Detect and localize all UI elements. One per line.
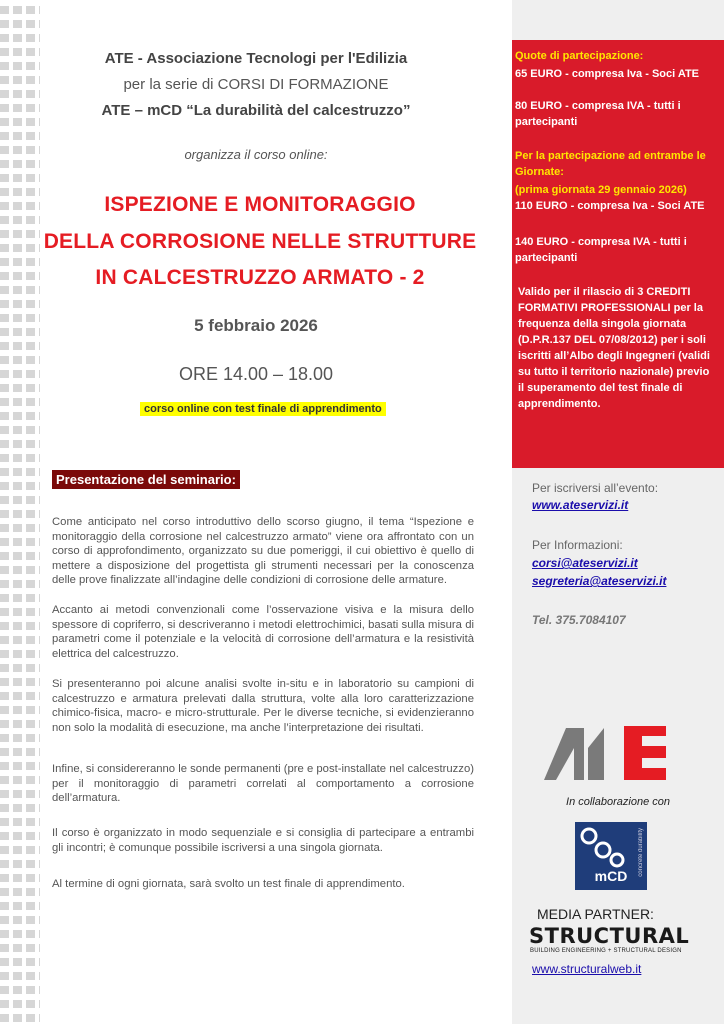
ate-logo [544, 726, 670, 782]
mcd-logo [575, 822, 647, 890]
course-time: ORE 14.00 – 18.00 [178, 364, 334, 384]
register-label: Per iscriversi all’evento: [532, 481, 659, 495]
fee-members: 65 EURO - compresa Iva - Soci ATE [515, 68, 700, 80]
email-segreteria-link[interactable]: segreteria@ateservizi.it [532, 574, 667, 588]
paragraph-final-test: Al termine di ogni giornata, sarà svolto un test finale di apprendimento. [52, 878, 405, 890]
course-title-line-2: DELLA CORROSIONE NELLE STRUTTURE [43, 230, 477, 253]
collaboration-label: In collaborazione con [566, 796, 670, 808]
course-date: 5 febbraio 2026 [194, 316, 318, 335]
fee-both-members: 110 EURO - compresa Iva - Soci ATE [515, 200, 705, 212]
structural-web-link[interactable]: www.structuralweb.it [532, 962, 642, 976]
ate-logo-e-gap-bottom [642, 758, 666, 768]
mcd-circles-icon [579, 826, 629, 870]
organizes-line: organizza il corso online: [184, 147, 328, 162]
paragraph-methods: Accanto ai metodi convenzionali come l’osservazione visiva e la misura dello spessore di copriferro, si descriveranno i metodi elettrochimici, basati sulla misura di parametri come il potenziale e la velocità di corrosione dell’armatura e la resistività elettrica del calcestruzzo. [52, 604, 474, 660]
paragraph-analyses: Si presenteranno poi alcune analisi svolte in-situ e in laboratorio su campioni di calcestruzzo e armatura prelevati dalla struttura, volte alla loro caratterizzazione chimico-fisica, macro- e micro-strutturale. Per le diverse tecniche, si evidenzieranno non solo la modalità di esecuzione, ma anche l’interpretazione dei risultati. [52, 678, 474, 734]
ate-logo-a-shape [544, 728, 584, 780]
both-days-heading: Per la partecipazione ad entrambe le Giornate: [515, 150, 706, 178]
mcd-label: mCD [594, 868, 628, 884]
register-link[interactable]: www.ateservizi.it [532, 498, 629, 512]
fees-heading: Quote di partecipazione: [515, 50, 644, 62]
paragraph-sequence: Il corso è organizzato in modo sequenziale e si consiglia di partecipare a entrambi gli incontri; è comunque possibile iscriversi a una singola giornata. [52, 827, 474, 854]
paragraph-probes: Infine, si considereranno le sonde permanenti (pre e post-installate nel calcestruzzo) per il monitoraggio di parametri correlati al comportamento a corrosione dell’armatura. [52, 763, 474, 805]
email-corsi-link[interactable]: corsi@ateservizi.it [532, 556, 638, 570]
first-day-note: (prima giornata 29 gennaio 2026) [515, 184, 687, 196]
credits-note: Valido per il rilascio di 3 CREDITI FORMATIVI PROFESSIONALI per la frequenza della singola giornata (D.P.R.137 DEL 07/08/2012) per i soli iscritti all’Albo degli Ingegneri (validi su tutto il territorio nazionale) previo il superamento del test finale di apprendimento. [518, 286, 710, 410]
ate-logo-e-gap-top [642, 736, 666, 746]
fees-box [512, 40, 724, 468]
course-title-line-3: IN CALCESTRUZZO ARMATO - 2 [95, 266, 425, 289]
structural-brand: STRUCTURAL [529, 924, 690, 948]
structural-tagline: BUILDING ENGINEERING + STRUCTURAL DESIGN [530, 948, 682, 954]
course-series-line: per la serie di CORSI DI FORMAZIONE [123, 76, 389, 93]
fee-all: 80 EURO - compresa IVA - tutti i partecipanti [515, 100, 681, 128]
ate-logo-e-shape [624, 726, 666, 780]
course-series-title: ATE – mCD “La durabilità del calcestruzzo” [101, 102, 411, 119]
ate-logo-t-shape [588, 728, 604, 780]
info-label: Per Informazioni: [532, 538, 623, 552]
presentation-heading: Presentazione del seminario: [52, 470, 240, 489]
phone-number: Tel. 375.7084107 [532, 613, 626, 627]
course-title-line-1: ISPEZIONE E MONITORAGGIO [104, 193, 416, 216]
online-test-highlight: corso online con test finale di apprendimento [140, 402, 386, 416]
paragraph-intro: Come anticipato nel corso introduttivo dello scorso giugno, il tema “Ispezione e monitoraggio della corrosione nel calcestruzzo armato” viene ora affrontato con un corso di approfondimento, organizzato su due pomeriggi, il cui obiettivo è quello di mettere a disposizione del progettista gli strumenti necessari per la conoscenza delle prove finalizzate all’indagine delle condizioni di corrosione delle armature. [52, 516, 474, 587]
mcd-side-text: concrete durability [638, 828, 644, 877]
fee-both-all: 140 EURO - compresa IVA - tutti i partecipanti [515, 236, 687, 264]
organizer-name: ATE - Associazione Tecnologi per l'Edilizia [104, 50, 408, 67]
media-partner-label: MEDIA PARTNER: [537, 906, 654, 922]
